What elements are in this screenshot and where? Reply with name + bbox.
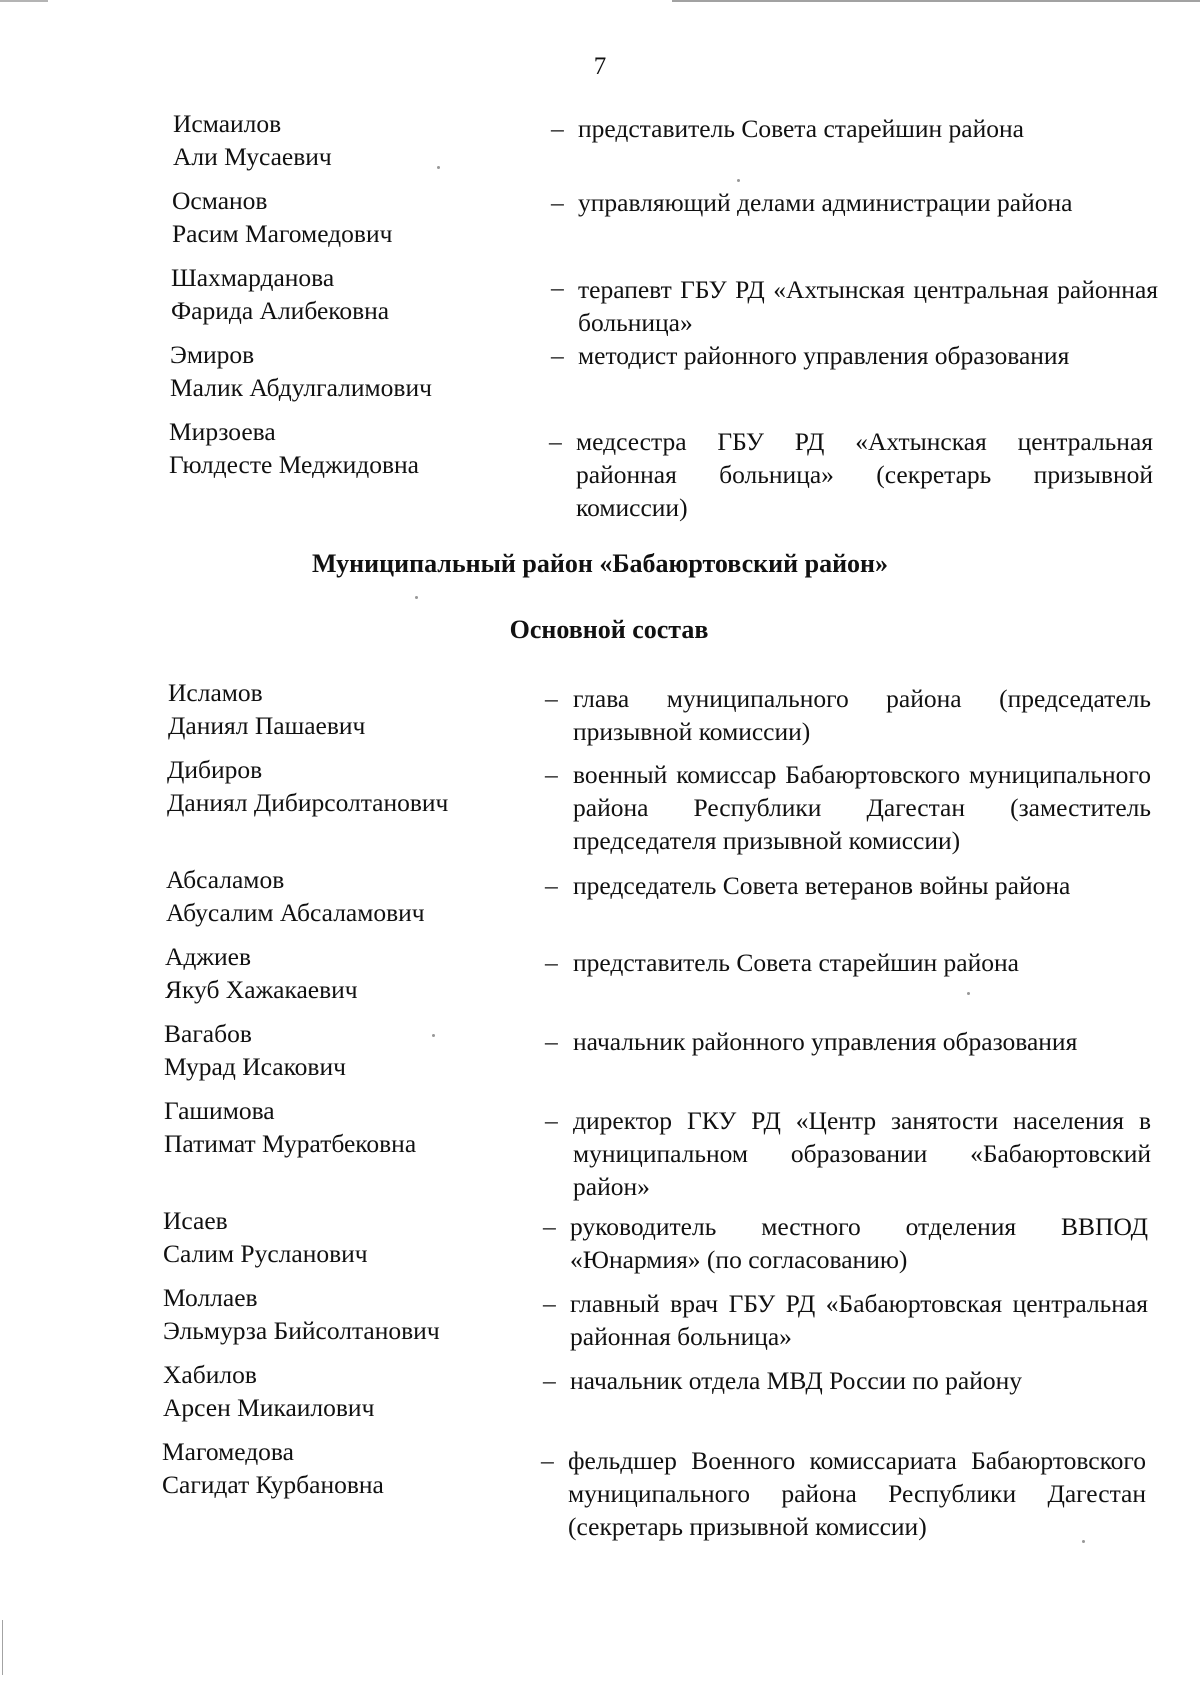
dash: – <box>543 1366 556 1395</box>
member-role: начальник районного управления образования <box>573 1027 1078 1056</box>
dash: – <box>545 1106 558 1135</box>
dash: – <box>545 760 558 789</box>
member-role: фельдшер Военного комиссариата Бабаюртовского муниципального района Республики Дагестан (секретарь призывной комиссии) <box>568 1446 1146 1541</box>
dash: – <box>543 1289 556 1318</box>
member-surname: Моллаев <box>163 1283 258 1312</box>
dash: – <box>551 188 564 217</box>
scan-edge-left <box>2 1620 3 1675</box>
member-given-names: Якуб Хажакаевич <box>165 975 358 1004</box>
member-role: терапевт ГБУ РД «Ахтынская центральная районная больница» <box>578 275 1158 337</box>
member-role: начальник отдела МВД России по району <box>570 1366 1023 1395</box>
member-surname: Магомедова <box>162 1437 294 1466</box>
member-surname: Аджиев <box>165 942 252 971</box>
member-name <box>168 676 528 742</box>
member-surname: Гашимова <box>164 1096 275 1125</box>
member-given-names: Патимат Муратбековна <box>164 1129 417 1158</box>
member-given-names: Али Мусаевич <box>173 142 332 171</box>
member-surname: Хабилов <box>163 1360 257 1389</box>
member-role: представитель Совета старейшин района <box>573 948 1019 977</box>
member-name <box>167 753 527 819</box>
member-name <box>166 863 526 929</box>
subsection-title: Основной состав <box>509 615 709 644</box>
member-surname: Абсаламов <box>166 865 285 894</box>
scan-speck <box>415 596 418 599</box>
member-role: управляющий делами администрации района <box>578 188 1073 217</box>
member-name <box>170 338 530 404</box>
member-given-names: Фарида Алибековна <box>171 296 390 325</box>
dash: – <box>551 114 564 143</box>
member-name <box>163 1358 523 1424</box>
member-given-names: Сагидат Курбановна <box>162 1470 384 1499</box>
member-given-names: Малик Абдулгалимович <box>170 373 432 402</box>
member-role: председатель Совета ветеранов войны района <box>573 871 1071 900</box>
member-name <box>163 1281 523 1347</box>
member-given-names: Абусалим Абсаламович <box>166 898 425 927</box>
member-surname: Исмаилов <box>173 109 282 138</box>
member-role: представитель Совета старейшин района <box>578 114 1024 143</box>
member-role: директор ГКУ РД «Центр занятости населения в муниципальном образовании «Бабаюртовский район» <box>573 1106 1151 1201</box>
member-name <box>164 1094 524 1160</box>
member-name <box>172 184 532 250</box>
dash: – <box>545 684 558 713</box>
member-given-names: Даниял Дибирсолтанович <box>167 788 449 817</box>
dash: – <box>541 1446 554 1475</box>
member-name <box>173 107 533 173</box>
dash: – <box>551 341 564 370</box>
scan-speck <box>437 166 440 169</box>
member-name <box>165 940 525 1006</box>
member-given-names: Расим Магомедович <box>172 219 393 248</box>
member-role: медсестра ГБУ РД «Ахтынская центральная районная больница» (секретарь призывной комиссии) <box>576 427 1153 522</box>
member-surname: Шахмарданова <box>171 263 335 292</box>
member-surname: Дибиров <box>167 755 263 784</box>
member-surname: Османов <box>172 186 268 215</box>
member-name <box>163 1204 523 1270</box>
member-surname: Эмиров <box>170 340 255 369</box>
member-name <box>169 415 529 481</box>
member-role: глава муниципального района (председатель призывной комиссии) <box>573 684 1151 746</box>
member-role: главный врач ГБУ РД «Бабаюртовская центральная районная больница» <box>570 1289 1148 1351</box>
member-role: руководитель местного отделения ВВПОД «Юнармия» (по согласованию) <box>570 1212 1148 1274</box>
scan-speck <box>1082 1540 1085 1543</box>
member-surname: Исаев <box>163 1206 228 1235</box>
member-given-names: Салим Русланович <box>163 1239 368 1268</box>
member-given-names: Арсен Микаилович <box>163 1393 375 1422</box>
scan-speck <box>737 179 740 182</box>
section-title: Муниципальный район «Бабаюртовский район» <box>311 549 889 578</box>
dash: – <box>551 273 564 302</box>
member-name <box>164 1017 524 1083</box>
member-role: военный комиссар Бабаюртовского муниципального района Республики Дагестан (заместитель председателя призывной комиссии) <box>573 760 1151 855</box>
scan-speck <box>967 992 970 995</box>
scan-edge-top <box>0 0 1200 2</box>
member-given-names: Гюлдесте Меджидовна <box>169 450 419 479</box>
member-surname: Вагабов <box>164 1019 252 1048</box>
dash: – <box>545 1027 558 1056</box>
scan-speck <box>432 1034 435 1037</box>
member-given-names: Даниял Пашаевич <box>168 711 366 740</box>
dash: – <box>545 948 558 977</box>
page-number: 7 <box>593 53 607 80</box>
member-given-names: Мурад Исакович <box>164 1052 346 1081</box>
member-surname: Исламов <box>168 678 263 707</box>
dash: – <box>543 1212 556 1241</box>
member-given-names: Эльмурза Бийсолтанович <box>163 1316 440 1345</box>
dash: – <box>545 871 558 900</box>
member-name <box>162 1435 522 1501</box>
member-name <box>171 261 531 327</box>
dash: – <box>549 427 562 456</box>
member-surname: Мирзоева <box>169 417 276 446</box>
member-role: методист районного управления образования <box>578 341 1070 370</box>
